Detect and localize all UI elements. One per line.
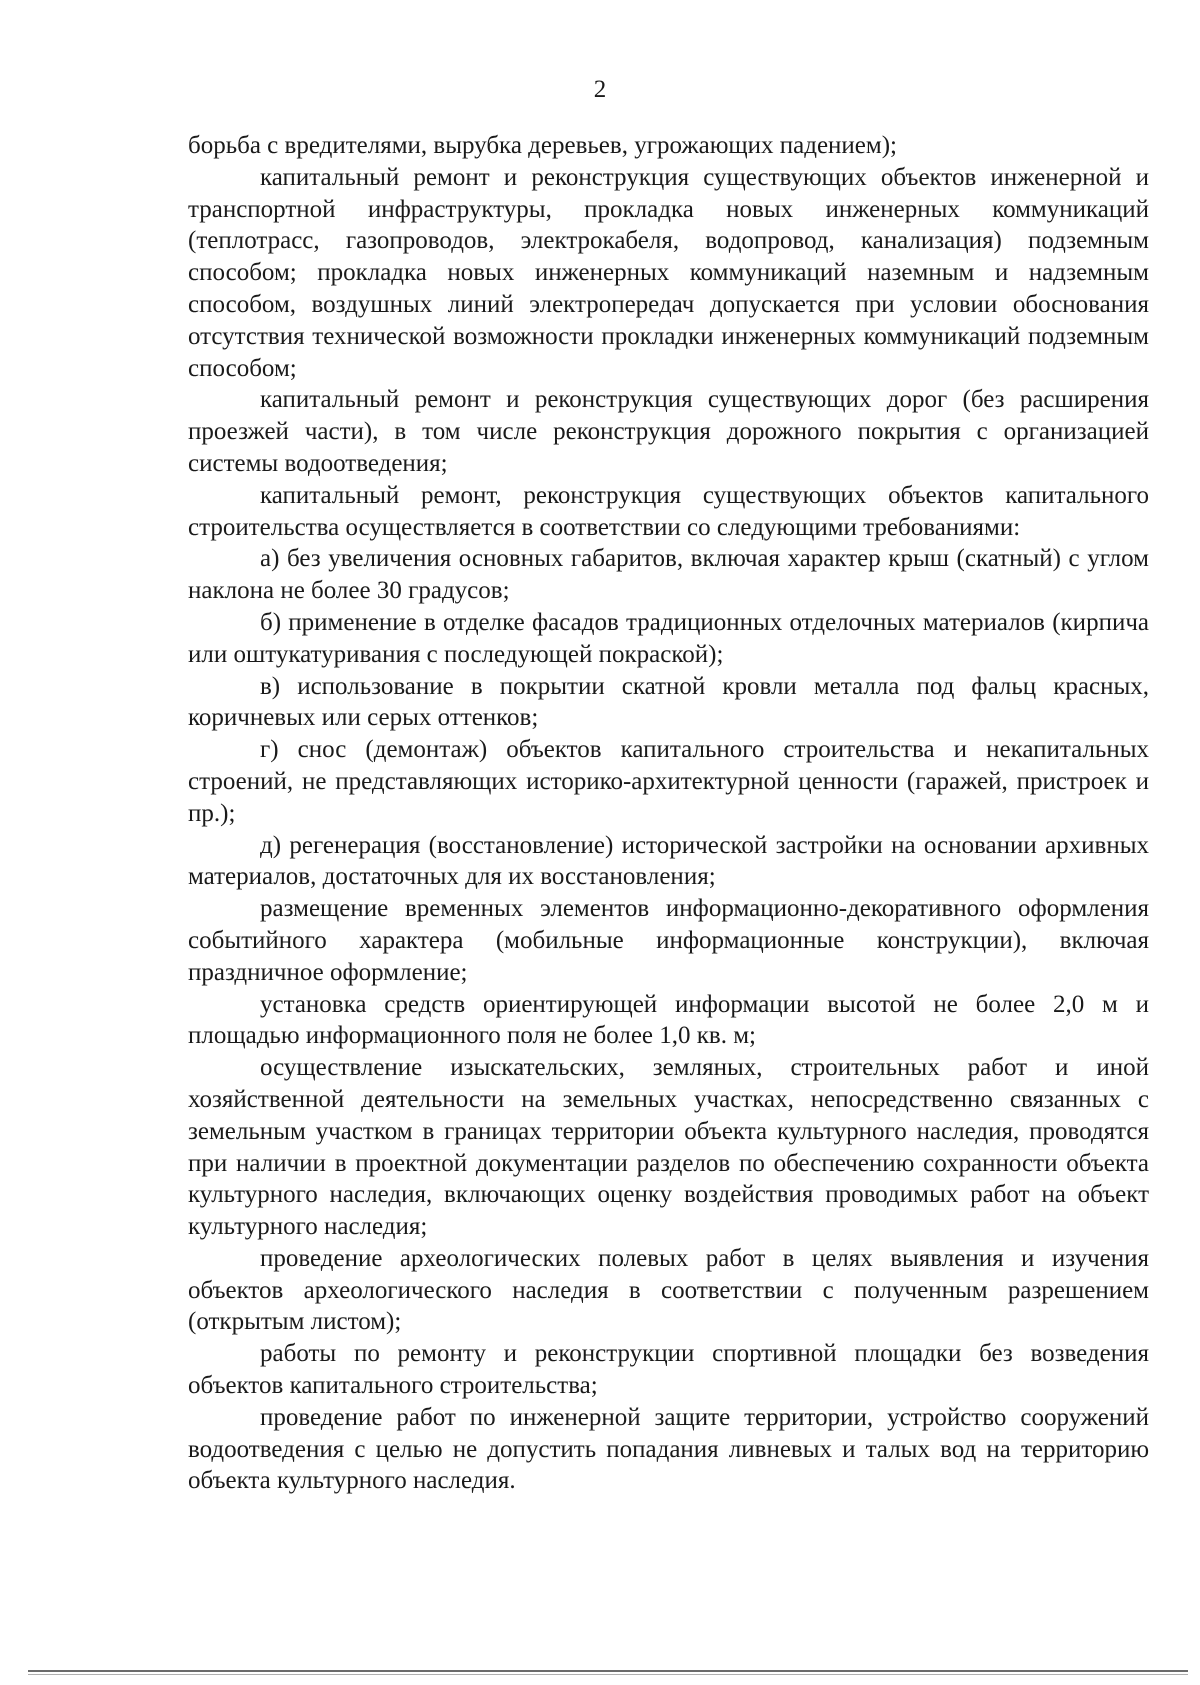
paragraph-survey-works: осуществление изыскательских, земляных, строительных работ и иной хозяйственной деятельности на земельных участках, непосредственно связанных с земельным участком в границах территории объекта культурного наследия, проводятся при наличии в проектной документации разделов по обеспечению сохранности объекта культурного наследия, включающих оценку воздействия проводимых работ на объект культурного наследия;: [188, 1054, 1149, 1241]
paragraph-road-repair: капитальный ремонт и реконструкция существующих дорог (без расширения проезжей части), в том числе реконструкция дорожного покрытия с организацией системы водоотведения;: [188, 386, 1149, 477]
page-number: 2: [593, 76, 607, 103]
paragraph-item-e: д) регенерация (восстановление) исторической застройки на основании архивных материалов, достаточных для их восстановления;: [188, 831, 1149, 891]
paragraph-temporary-elements: размещение временных элементов информационно-декоративного оформления событийного характера (мобильные информационные конструкции), включая праздничное оформление;: [188, 895, 1149, 986]
bottom-scan-edge-line: [28, 1670, 1188, 1672]
paragraph-engineering-protection: проведение работ по инженерной защите территории, устройство сооружений водоотведения с целью не допустить попадания ливневых и талых вод на территорию объекта культурного наследия.: [188, 1403, 1149, 1495]
paragraph-orientation-info: установка средств ориентирующей информации высотой не более 2,0 м и площадью информационного поля не более 1,0 кв. м;: [188, 990, 1149, 1050]
paragraph-item-a: а) без увеличения основных габаритов, включая характер крыш (скатный) с углом наклона не более 30 градусов;: [188, 545, 1149, 605]
bottom-scan-edge-line-secondary: [28, 1674, 1188, 1675]
paragraph-item-d: г) снос (демонтаж) объектов капитального строительства и некапитальных строений, не представляющих историко-архитектурной ценности (гаражей, пристроек и пр.);: [188, 736, 1149, 827]
document-body: [188, 130, 1149, 1497]
paragraph-item-b: б) применение в отделке фасадов традиционных отделочных материалов (кирпича или оштукатуривания с последующей покраской);: [188, 608, 1149, 668]
paragraph-archaeology: проведение археологических полевых работ в целях выявления и изучения объектов археологического наследия в соответствии с полученным разрешением (открытым листом);: [188, 1244, 1149, 1336]
paragraph-pest-control: борьба с вредителями, вырубка деревьев, угрожающих падением);: [188, 132, 897, 159]
paragraph-item-c: в) использование в покрытии скатной кровли металла под фальц красных, коричневых или серых оттенков;: [188, 672, 1149, 732]
paragraph-capital-construction: капитальный ремонт, реконструкция существующих объектов капитального строительства осуществляется в соответствии со следующими требованиями:: [188, 481, 1149, 541]
paragraph-sports-ground: работы по ремонту и реконструкции спортивной площадки без возведения объектов капитального строительства;: [188, 1340, 1149, 1400]
paragraph-engineering-infrastructure: капитальный ремонт и реконструкция существующих объектов инженерной и транспортной инфраструктуры, прокладка новых инженерных коммуникаций (теплотрасс, газопроводов, электрокабеля, водопровод, канализация) подземным способом; прокладка новых инженерных коммуникаций наземным и надземным способом, воздушных линий электропередач допускается при условии обоснования отсутствия технической возможности прокладки инженерных коммуникаций подземным способом;: [188, 163, 1149, 382]
